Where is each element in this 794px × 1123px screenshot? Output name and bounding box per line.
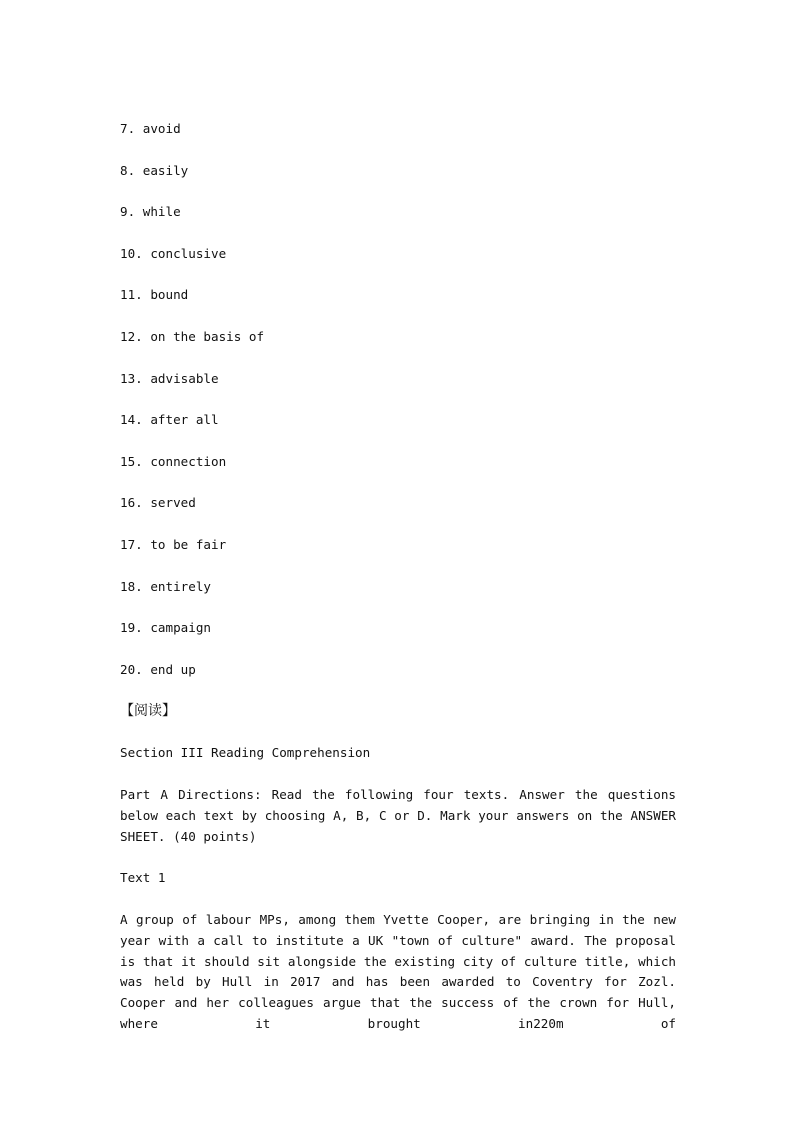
list-item: 8. easily — [120, 162, 189, 178]
list-item: 7. avoid — [120, 121, 181, 136]
list-item: 16. served — [120, 495, 196, 511]
list-item: 18. entirely — [120, 578, 211, 594]
list-item: 17. to be fair — [120, 536, 227, 552]
text1-paragraph: A group of labour MPs, among them Yvette Cooper, are bringing in the new year with a call to institute a UK "town of culture" award. The proposal is that it should sit alongside the existing city of culture title, which was held by Hull in 2017 and has been awarded to Coventry for Zozl. Cooper and her colleagues argue that the success of the crown for Hull, where it brought in220m of — [120, 912, 676, 1031]
list-item: 11. bound — [120, 287, 189, 303]
text-label: Text 1 — [120, 870, 166, 885]
list-item: 14. after all — [120, 412, 219, 428]
list-item: 19. campaign — [120, 620, 211, 636]
section-title: Section III Reading Comprehension — [120, 745, 371, 760]
answer-list — [120, 119, 676, 701]
list-item: 13. advisable — [120, 370, 219, 386]
directions-paragraph: Part A Directions: Read the following four texts. Answer the questions below each text by choosing A, B, C or D. Mark your answers on the ANSWER SHEET. (40 points) — [120, 787, 676, 844]
list-item: 20. end up — [120, 661, 196, 677]
list-item: 9. while — [120, 204, 181, 220]
list-item: 10. conclusive — [120, 245, 227, 261]
list-item: 12. on the basis of — [120, 328, 265, 344]
reading-section-mark: 【阅读】 — [120, 703, 176, 719]
list-item: 15. connection — [120, 453, 227, 469]
